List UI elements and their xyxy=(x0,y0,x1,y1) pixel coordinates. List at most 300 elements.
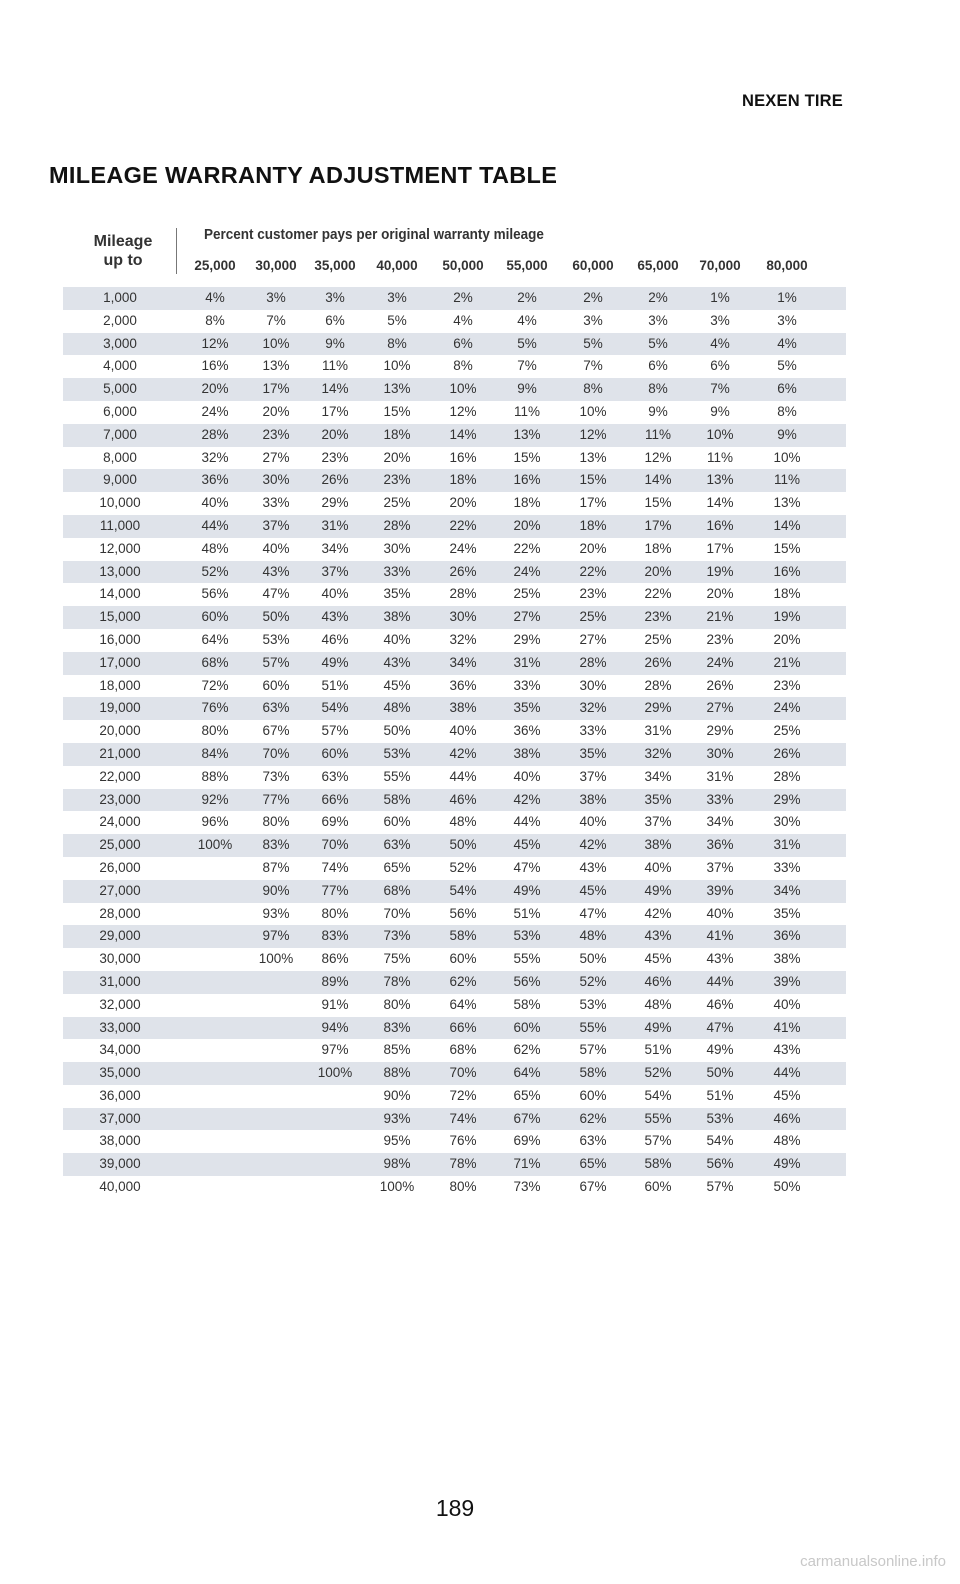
percent-cell: 63% xyxy=(579,1133,607,1149)
percent-cell: 1% xyxy=(710,290,730,305)
percent-cell: 17% xyxy=(644,517,672,533)
percent-cell: 6% xyxy=(325,312,345,328)
percent-cell: 50% xyxy=(706,1065,734,1081)
percent-cell: 41% xyxy=(706,928,734,944)
percent-cell: 38% xyxy=(383,609,411,625)
percent-cell: 48% xyxy=(579,928,607,944)
percent-cell xyxy=(185,1108,245,1131)
percent-cell: 3% xyxy=(266,290,286,305)
percent-cell: 24% xyxy=(201,403,229,419)
percent-cell: 45% xyxy=(773,1087,801,1103)
percent-cell xyxy=(246,1085,306,1108)
percent-cell: 65% xyxy=(579,1156,607,1172)
percent-cell: 23% xyxy=(773,677,801,693)
percent-cell: 28% xyxy=(773,768,801,784)
percent-cell: 40% xyxy=(706,905,734,921)
percent-cell: 49% xyxy=(644,1019,672,1035)
mileage-cell: 6,000 xyxy=(103,403,137,419)
percent-cell: 5% xyxy=(777,358,797,374)
percent-cell: 70% xyxy=(321,837,349,853)
percent-cell: 69% xyxy=(321,814,349,830)
percent-cell: 60% xyxy=(201,609,229,625)
mileage-cell: 12,000 xyxy=(99,540,141,556)
percent-cell: 9% xyxy=(777,426,797,442)
percent-cell: 11% xyxy=(644,426,672,442)
percent-cell: 51% xyxy=(321,677,349,693)
percent-cell: 33% xyxy=(579,723,607,739)
percent-cell: 34% xyxy=(706,814,734,830)
table-header xyxy=(63,226,846,286)
percent-cell: 16% xyxy=(706,517,734,533)
percent-cell: 39% xyxy=(773,973,801,989)
mileage-cell: 32,000 xyxy=(99,996,141,1012)
percent-cell: 73% xyxy=(513,1179,541,1195)
percent-cell: 84% xyxy=(201,745,229,761)
mileage-cell: 5,000 xyxy=(103,381,137,397)
percent-cell xyxy=(185,994,245,1017)
percent-cell xyxy=(185,880,245,903)
percent-cell: 38% xyxy=(644,837,672,853)
percent-cell: 22% xyxy=(449,517,477,533)
column-header: 50,000 xyxy=(442,258,484,273)
percent-cell: 46% xyxy=(773,1110,801,1126)
percent-cell: 66% xyxy=(449,1019,477,1035)
percent-cell: 49% xyxy=(773,1156,801,1172)
percent-cell: 9% xyxy=(517,381,537,397)
mileage-header-line2: up to xyxy=(103,252,143,269)
percent-cell: 23% xyxy=(706,631,734,647)
percent-cell: 29% xyxy=(644,700,672,716)
percent-cell: 30% xyxy=(262,472,290,488)
percent-cell: 31% xyxy=(321,517,349,533)
percent-cell: 56% xyxy=(449,905,477,921)
percent-cell: 14% xyxy=(706,495,734,511)
percent-cell: 43% xyxy=(383,654,411,670)
percent-cell: 46% xyxy=(321,631,349,647)
percent-cell: 3% xyxy=(648,312,668,328)
percent-cell: 15% xyxy=(513,449,541,465)
mileage-cell: 3,000 xyxy=(103,335,137,351)
percent-cell: 70% xyxy=(262,745,290,761)
percent-cell: 46% xyxy=(706,996,734,1012)
percent-cell: 70% xyxy=(449,1065,477,1081)
percent-cell: 17% xyxy=(321,403,349,419)
mileage-cell: 20,000 xyxy=(99,723,141,739)
percent-cell: 24% xyxy=(773,700,801,716)
percent-cell: 9% xyxy=(710,403,730,419)
percent-cell: 47% xyxy=(579,905,607,921)
percent-cell xyxy=(185,971,245,994)
percent-cell: 30% xyxy=(579,677,607,693)
column-header: 60,000 xyxy=(572,258,614,273)
percent-cell: 28% xyxy=(644,677,672,693)
percent-cell: 13% xyxy=(773,495,801,511)
percent-cell: 88% xyxy=(201,768,229,784)
percent-cell: 20% xyxy=(321,426,349,442)
percent-cell: 56% xyxy=(201,586,229,602)
percent-cell: 24% xyxy=(513,563,541,579)
percent-cell: 73% xyxy=(262,768,290,784)
table-row xyxy=(63,675,846,698)
mileage-cell: 24,000 xyxy=(99,814,141,830)
percent-cell: 38% xyxy=(513,745,541,761)
percent-cell: 97% xyxy=(262,928,290,944)
percent-cell: 68% xyxy=(201,654,229,670)
percent-cell: 22% xyxy=(644,586,672,602)
percent-cell: 11% xyxy=(321,358,349,374)
percent-cell: 36% xyxy=(513,723,541,739)
percent-cell: 57% xyxy=(579,1042,607,1058)
percent-cell: 8% xyxy=(648,381,668,397)
percent-cell: 43% xyxy=(321,609,349,625)
percent-cell: 34% xyxy=(321,540,349,556)
percent-cell: 90% xyxy=(262,882,290,898)
percent-cell: 77% xyxy=(321,882,349,898)
percent-cell: 13% xyxy=(513,426,541,442)
percent-cell: 33% xyxy=(773,859,801,875)
percent-cell: 3% xyxy=(387,290,407,305)
percent-cell: 45% xyxy=(644,951,672,967)
percent-cell: 56% xyxy=(706,1156,734,1172)
percent-cell: 63% xyxy=(383,837,411,853)
percent-cell: 7% xyxy=(266,312,286,328)
percent-cell: 80% xyxy=(262,814,290,830)
percent-cell xyxy=(185,1085,245,1108)
percent-cell: 3% xyxy=(325,290,345,305)
percent-cell: 42% xyxy=(449,745,477,761)
percent-cell: 35% xyxy=(513,700,541,716)
percent-cell: 60% xyxy=(644,1179,672,1195)
mileage-cell: 10,000 xyxy=(99,495,141,511)
table-row xyxy=(63,948,846,971)
mileage-cell: 40,000 xyxy=(99,1179,141,1195)
percent-cell: 55% xyxy=(644,1110,672,1126)
percent-cell: 10% xyxy=(579,403,607,419)
column-header: 55,000 xyxy=(506,258,548,273)
percent-cell: 49% xyxy=(706,1042,734,1058)
mileage-cell: 33,000 xyxy=(99,1019,141,1035)
table-row xyxy=(63,743,846,766)
percent-cell: 14% xyxy=(773,517,801,533)
percent-cell: 60% xyxy=(449,951,477,967)
percent-cell: 89% xyxy=(321,973,349,989)
percent-cell: 90% xyxy=(383,1087,411,1103)
percent-cell: 51% xyxy=(644,1042,672,1058)
percent-cell: 67% xyxy=(579,1179,607,1195)
percent-cell: 97% xyxy=(321,1042,349,1058)
percent-cell: 4% xyxy=(517,312,537,328)
mileage-cell: 8,000 xyxy=(103,449,137,465)
percent-cell: 3% xyxy=(583,312,603,328)
percent-cell: 11% xyxy=(513,403,541,419)
percent-cell: 51% xyxy=(706,1087,734,1103)
table-row xyxy=(63,766,846,789)
mileage-cell: 9,000 xyxy=(103,472,137,488)
percent-cell: 40% xyxy=(513,768,541,784)
percent-cell: 58% xyxy=(513,996,541,1012)
percent-cell: 50% xyxy=(383,723,411,739)
percent-cell: 27% xyxy=(262,449,290,465)
mileage-cell: 25,000 xyxy=(99,837,141,853)
column-header: 30,000 xyxy=(255,258,297,273)
percent-cell: 5% xyxy=(517,335,537,351)
percent-cell: 25% xyxy=(773,723,801,739)
percent-cell: 21% xyxy=(706,609,734,625)
percent-cell: 96% xyxy=(201,814,229,830)
percent-cell: 42% xyxy=(579,837,607,853)
percent-cell: 37% xyxy=(262,517,290,533)
percent-cell: 23% xyxy=(579,586,607,602)
percent-cell: 18% xyxy=(773,586,801,602)
percent-cell: 33% xyxy=(262,495,290,511)
percent-cell: 12% xyxy=(644,449,672,465)
percent-cell: 25% xyxy=(383,495,411,511)
percent-cell: 11% xyxy=(706,449,734,465)
percent-cell xyxy=(185,925,245,948)
percent-cell: 93% xyxy=(383,1110,411,1126)
percent-cell: 20% xyxy=(383,449,411,465)
percent-cell: 17% xyxy=(706,540,734,556)
table-row xyxy=(63,1017,846,1040)
table-row xyxy=(63,789,846,812)
percent-cell: 35% xyxy=(383,586,411,602)
table-row xyxy=(63,903,846,926)
percent-cell: 2% xyxy=(517,290,537,305)
percent-cell: 53% xyxy=(579,996,607,1012)
percent-cell: 9% xyxy=(325,335,345,351)
percent-cell: 3% xyxy=(777,312,797,328)
percent-cell: 43% xyxy=(579,859,607,875)
percent-cell: 56% xyxy=(513,973,541,989)
percent-cell: 23% xyxy=(262,426,290,442)
percent-cell: 60% xyxy=(383,814,411,830)
percent-cell: 74% xyxy=(449,1110,477,1126)
page-title: MILEAGE WARRANTY ADJUSTMENT TABLE xyxy=(49,162,558,188)
percent-cell: 44% xyxy=(773,1065,801,1081)
percent-cell: 24% xyxy=(706,654,734,670)
percent-cell: 28% xyxy=(449,586,477,602)
mileage-cell: 1,000 xyxy=(103,290,137,305)
percent-cell xyxy=(246,1176,306,1199)
percent-cell: 7% xyxy=(517,358,537,374)
percent-cell: 37% xyxy=(644,814,672,830)
percent-cell: 62% xyxy=(579,1110,607,1126)
percent-cell: 95% xyxy=(383,1133,411,1149)
percent-cell: 10% xyxy=(383,358,411,374)
percent-cell: 37% xyxy=(579,768,607,784)
percent-cell: 19% xyxy=(773,609,801,625)
mileage-cell: 14,000 xyxy=(99,586,141,602)
percent-cell: 49% xyxy=(513,882,541,898)
percent-cell: 30% xyxy=(383,540,411,556)
percent-cell: 40% xyxy=(449,723,477,739)
percent-cell: 34% xyxy=(773,882,801,898)
percent-cell: 98% xyxy=(383,1156,411,1172)
percent-cell: 44% xyxy=(513,814,541,830)
percent-cell: 29% xyxy=(513,631,541,647)
percent-cell: 47% xyxy=(513,859,541,875)
table-row xyxy=(63,1039,846,1062)
percent-cell xyxy=(185,1130,245,1153)
mileage-cell: 4,000 xyxy=(103,358,137,374)
mileage-cell: 22,000 xyxy=(99,768,141,784)
percent-cell: 17% xyxy=(262,381,290,397)
percent-cell: 13% xyxy=(579,449,607,465)
percent-cell: 32% xyxy=(579,700,607,716)
percent-cell: 36% xyxy=(706,837,734,853)
percent-cell: 60% xyxy=(513,1019,541,1035)
table-row xyxy=(63,378,846,401)
percent-cell: 70% xyxy=(383,905,411,921)
column-header: 65,000 xyxy=(637,258,679,273)
percent-cell: 22% xyxy=(513,540,541,556)
percent-cell: 92% xyxy=(201,791,229,807)
percent-cell: 20% xyxy=(706,586,734,602)
percent-cell: 13% xyxy=(383,381,411,397)
percent-cell: 40% xyxy=(579,814,607,830)
percent-cell: 31% xyxy=(773,837,801,853)
percent-cell: 20% xyxy=(449,495,477,511)
percent-cell: 6% xyxy=(648,358,668,374)
percent-cell: 54% xyxy=(644,1087,672,1103)
percent-cell: 40% xyxy=(644,859,672,875)
percent-cell: 80% xyxy=(383,996,411,1012)
table-row xyxy=(63,492,846,515)
table-row xyxy=(63,447,846,470)
percent-cell: 40% xyxy=(262,540,290,556)
percent-cell: 44% xyxy=(201,517,229,533)
mileage-cell: 31,000 xyxy=(99,973,141,989)
percent-cell: 4% xyxy=(710,335,730,351)
warranty-column-headers xyxy=(63,258,846,278)
percent-cell: 58% xyxy=(383,791,411,807)
percent-cell: 49% xyxy=(321,654,349,670)
percent-cell: 20% xyxy=(201,381,229,397)
percent-cell: 60% xyxy=(262,677,290,693)
percent-cell: 18% xyxy=(449,472,477,488)
mileage-cell: 16,000 xyxy=(99,631,141,647)
percent-cell: 17% xyxy=(579,495,607,511)
percent-cell xyxy=(246,994,306,1017)
percent-cell: 55% xyxy=(579,1019,607,1035)
table-row xyxy=(63,310,846,333)
percent-cell: 40% xyxy=(773,996,801,1012)
percent-cell: 6% xyxy=(710,358,730,374)
percent-cell: 39% xyxy=(706,882,734,898)
mileage-cell: 7,000 xyxy=(103,426,137,442)
mileage-cell: 17,000 xyxy=(99,654,141,670)
percent-cell: 8% xyxy=(453,358,473,374)
percent-cell: 15% xyxy=(644,495,672,511)
percent-cell: 73% xyxy=(383,928,411,944)
percent-cell: 40% xyxy=(321,586,349,602)
percent-cell: 30% xyxy=(449,609,477,625)
percent-cell: 64% xyxy=(201,631,229,647)
table-row xyxy=(63,697,846,720)
percent-cell: 43% xyxy=(773,1042,801,1058)
percent-cell: 50% xyxy=(262,609,290,625)
table-row xyxy=(63,1062,846,1085)
percent-cell: 37% xyxy=(321,563,349,579)
percent-cell: 25% xyxy=(644,631,672,647)
percent-cell: 75% xyxy=(383,951,411,967)
percent-cell: 14% xyxy=(644,472,672,488)
percent-cell: 80% xyxy=(321,905,349,921)
percent-cell: 78% xyxy=(383,973,411,989)
percent-cell: 78% xyxy=(449,1156,477,1172)
mileage-cell: 15,000 xyxy=(99,609,141,625)
percent-cell: 100% xyxy=(317,1065,353,1081)
percent-cell: 36% xyxy=(201,472,229,488)
percent-cell: 94% xyxy=(321,1019,349,1035)
table-row xyxy=(63,469,846,492)
percent-cell: 63% xyxy=(321,768,349,784)
percent-cell: 26% xyxy=(644,654,672,670)
percent-cell: 14% xyxy=(449,426,477,442)
percent-cell: 31% xyxy=(706,768,734,784)
percent-cell: 53% xyxy=(513,928,541,944)
table-row xyxy=(63,333,846,356)
percent-cell: 22% xyxy=(579,563,607,579)
mileage-cell: 19,000 xyxy=(99,700,141,716)
percent-cell: 66% xyxy=(321,791,349,807)
percent-cell: 53% xyxy=(383,745,411,761)
percent-cell: 48% xyxy=(449,814,477,830)
table-body xyxy=(63,287,846,1199)
percent-cell: 47% xyxy=(262,586,290,602)
table-row xyxy=(63,606,846,629)
percent-cell: 7% xyxy=(710,381,730,397)
percent-cell: 45% xyxy=(579,882,607,898)
percent-cell: 38% xyxy=(773,951,801,967)
percent-cell: 11% xyxy=(773,472,801,488)
percent-cell: 5% xyxy=(387,312,407,328)
percent-cell: 60% xyxy=(321,745,349,761)
table-row xyxy=(63,1108,846,1131)
percent-cell: 15% xyxy=(773,540,801,556)
percent-cell: 18% xyxy=(513,495,541,511)
percent-cell: 100% xyxy=(258,951,294,967)
percent-cell: 83% xyxy=(262,837,290,853)
page-number: 189 xyxy=(435,1495,475,1521)
percent-cell: 16% xyxy=(201,358,229,374)
table-row xyxy=(63,1085,846,1108)
percent-cell xyxy=(305,1153,365,1176)
table-row xyxy=(63,1130,846,1153)
percent-cell xyxy=(246,1108,306,1131)
mileage-cell: 39,000 xyxy=(99,1156,141,1172)
percent-cell: 10% xyxy=(262,335,290,351)
percent-cell: 2% xyxy=(453,290,473,305)
percent-cell xyxy=(246,971,306,994)
percent-cell: 16% xyxy=(513,472,541,488)
percent-cell: 42% xyxy=(644,905,672,921)
percent-cell: 47% xyxy=(706,1019,734,1035)
percent-cell: 60% xyxy=(579,1087,607,1103)
percent-cell: 43% xyxy=(706,951,734,967)
percent-cell: 32% xyxy=(201,449,229,465)
table-row xyxy=(63,561,846,584)
percent-cell: 43% xyxy=(644,928,672,944)
mileage-cell: 23,000 xyxy=(99,791,141,807)
table-row xyxy=(63,880,846,903)
percent-cell: 48% xyxy=(644,996,672,1012)
percent-cell: 74% xyxy=(321,859,349,875)
percent-cell xyxy=(185,1176,245,1199)
percent-cell: 28% xyxy=(579,654,607,670)
percent-cell: 58% xyxy=(579,1065,607,1081)
table-row xyxy=(63,994,846,1017)
